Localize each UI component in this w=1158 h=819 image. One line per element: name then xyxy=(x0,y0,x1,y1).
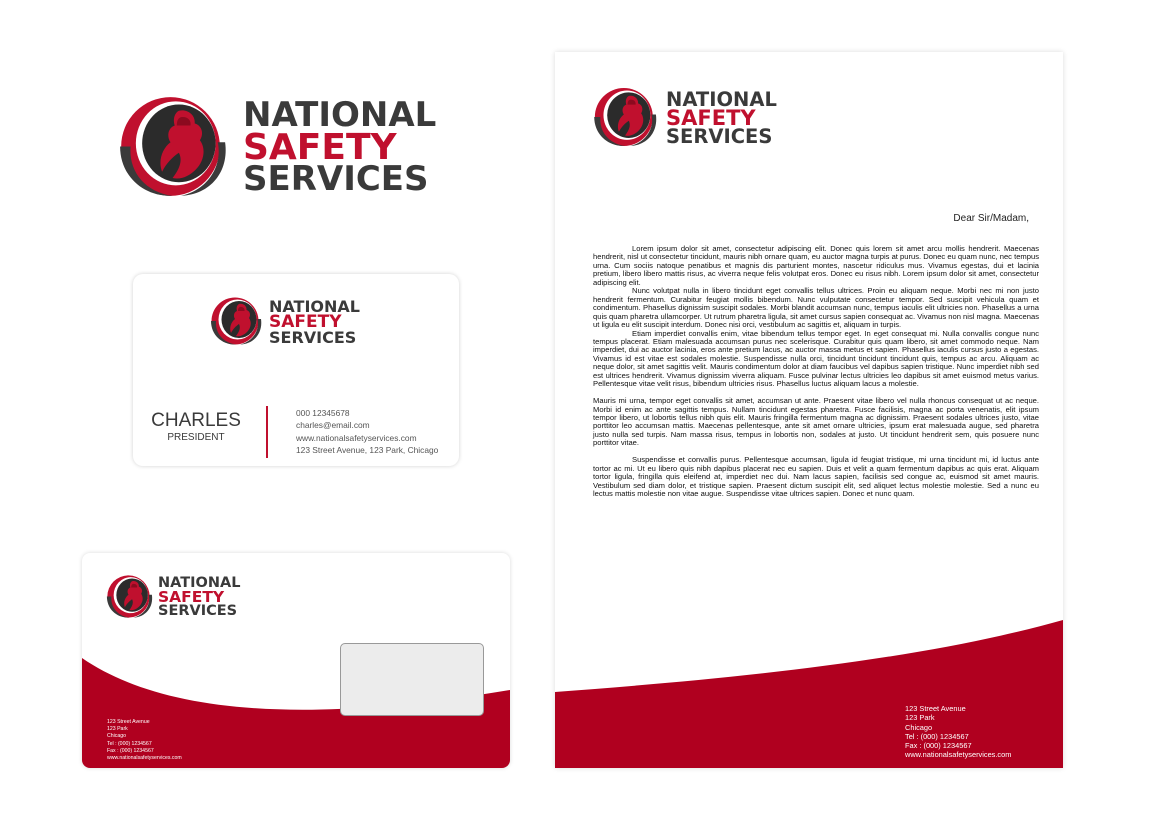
envelope-address-city: Chicago xyxy=(107,733,127,740)
card-name: CHARLES xyxy=(151,410,241,431)
card-title: PRESIDENT xyxy=(167,432,225,443)
firefighter-emblem-icon xyxy=(210,296,270,346)
envelope-address-window xyxy=(340,643,484,716)
envelope-logo xyxy=(106,574,266,624)
card-website[interactable]: www.nationalsafetyservices.com xyxy=(296,432,417,443)
letter-paragraph: Etiam imperdiet convallis enim, vitae bibendum tellus tempor eget. In eget consequat mi. Nulla convallis congue nunc tempus placerat. Etiam malesuada accumsan purus nec scelerisque. Curabitur quis quam libero, sit amet commodo neque. Nam imperdiet, dui ac auctor lacinia, eros ante pretium lacus, ac auctor massa metus et sapien. Phasellus iaculis cursus justo a egestas. Vivamus id est vitae est sodales molestie. Suspendisse nulla orci, tincidunt tincidunt tincidunt quis, tempus ac arcu. Aliquam ac neque dolor, sit amet sagittis velit. Mauris condimentum dolor at diam faucibus vel dapibus sapien tristique. Nunc imperdiet nibh sed est ultrices hendrerit. Vivamus dignissim viverra aliquam. Fusce pulvinar lectus ultricies leo dapibus sit amet euismod metus varius. Pellentesque vitae velit risus, bibendum ultricies risus. Phasellus luctus aliquam lacus a molestie. xyxy=(593,328,1039,389)
firefighter-emblem-icon xyxy=(118,94,244,199)
logo-line-services: SERVICES xyxy=(666,125,773,148)
card-logo xyxy=(210,296,390,352)
card-divider xyxy=(266,406,268,458)
letterhead xyxy=(555,52,1063,768)
letter-footer-street: 123 Street Avenue xyxy=(905,704,966,713)
letter-paragraph: Mauris mi urna, tempor eget convallis sit amet, accumsan ut ante. Praesent vitae libero vel nulla rhoncus consequat ut ac neque. Morbi id enim ac ante sagittis tempus. Nullam tincidunt egestas pharetra. Fusce facilisis, magna ac porta venenatis, elit ipsum tempor libero, ut lobortis tellus nibh quis elit. Mauris fringilla fermentum magna ac dignissim. Praesent sodales ultrices justo, vitae porttitor leo accumsan mattis. Maecenas pellentesque, ante sit amet ornare ultricies, ipsum erat malesuada augue, sed pharetra justo nulla sed turpis. Nam massa risus, tempus in lobortis non, sodales at justo. Ut tincidunt hendrerit sem, quis posuere nunc porttitor vitae. xyxy=(593,396,1039,448)
letter-footer-address xyxy=(905,704,1011,760)
letter-greeting: Dear Sir/Madam, xyxy=(953,213,1029,224)
envelope-website[interactable]: www.nationalsafetyservices.com xyxy=(107,755,182,762)
logo-line-national: NATIONAL xyxy=(158,575,241,591)
letter-footer-website[interactable]: www.nationalsafetyservices.com xyxy=(905,750,1012,760)
logo-line-national: NATIONAL xyxy=(243,95,437,135)
letter-paragraph: Suspendisse et convallis purus. Pellentesque accumsan, ligula id feugiat tristique, mi urna tincidunt mi, id luctus ante tortor ac mi. Ut eu libero quis nibh dapibus placerat nec eu sapien. Duis et velit a quam fermentum dapibus ac quis erat. Aliquam tortor ligula, fringilla quis eleifend at, imperdiet nec dui. Nam lacus sapien, facilisis sed congue ac, euismod sit amet mauris. Vestibulum sed diam dolor, et tristique sapien. Praesent dictum suscipit elit, sed aliquet lectus molestie molestie. Sed a nunc eu lectus mattis molestie non vitae augue. Suspendisse vitae ultrices sapien. Donec et nunc quam. xyxy=(593,455,1039,499)
card-contact xyxy=(296,407,438,456)
logo-line-national: NATIONAL xyxy=(666,88,777,111)
firefighter-emblem-icon xyxy=(106,574,160,619)
letter-footer-tel: Tel : (000) 1234567 xyxy=(905,731,969,741)
logo-line-services: SERVICES xyxy=(269,328,357,347)
card-address: 123 Street Avenue, 123 Park, Chicago xyxy=(296,444,439,455)
logo-line-safety: SAFETY xyxy=(158,588,225,606)
business-card xyxy=(133,274,459,466)
letter-footer-city: Chicago xyxy=(905,722,933,732)
letterhead-logo xyxy=(593,86,813,154)
envelope-fax: Fax : (000) 1234567 xyxy=(107,747,154,754)
logo-line-services: SERVICES xyxy=(243,159,429,199)
firefighter-emblem-icon xyxy=(593,86,667,148)
letter-paragraph: Nunc volutpat nulla in libero tincidunt eget convallis tellus ultrices. Proin eu aliquam neque. Morbi nec mi non justo hendrerit fermentum. Curabitur feugiat mollis bibendum. Nunc vulputate consectetur tempor. Sed suscipit vehicula quam et condimentum. Phasellus dignissim suscipit sodales. Morbi blandit accumsan nunc, tempus iaculis elit ultricies non. Phasellus a urna quis quam pharetra ullamcorper. Ut rutrum pharetra ligula, sit amet cursus sapien consequat ac. Vivamus non nisl magna. Maecenas ut ligula eu elit suscipit interdum. Donec nisi orci, vestibulum ac sagittis et, aliquam in turpis. xyxy=(593,286,1040,330)
letter-body xyxy=(593,245,1039,498)
envelope-address-park: 123 Park xyxy=(107,726,128,733)
logo-line-national: NATIONAL xyxy=(269,297,360,316)
logo-line-services: SERVICES xyxy=(158,603,238,619)
letter-footer-fax: Fax : (000) 1234567 xyxy=(905,741,972,751)
card-email[interactable]: charles@email.com xyxy=(296,420,370,431)
envelope xyxy=(82,553,510,768)
letter-footer-park: 123 Park xyxy=(905,713,935,723)
main-logo xyxy=(118,94,478,204)
envelope-tel: Tel : (000) 1234567 xyxy=(107,740,152,747)
envelope-address xyxy=(107,719,182,762)
logo-line-safety: SAFETY xyxy=(243,127,397,168)
letter-paragraph: Lorem ipsum dolor sit amet, consectetur adipiscing elit. Donec quis lorem sit amet arcu mollis hendrerit. Maecenas hendrerit, nisl ut consectetur tincidunt, mauris nibh ornare quam, eu auctor magna turpis at purus. Donec eu quam nunc, nec tempus urna. Cum sociis natoque penatibus et magnis dis parturient montes, nascetur ridiculus mus. Vivamus egestas, dui et lacinia pretium, libero libero mattis risus, ac viverra neque felis volutpat eros. Donec eu risus nibh. Lorem ipsum dolor sit amet, consectetur adipiscing elit. xyxy=(593,244,1039,287)
logo-line-safety: SAFETY xyxy=(666,106,756,130)
envelope-address-street: 123 Street Avenue xyxy=(107,719,150,725)
card-phone: 000 12345678 xyxy=(296,408,350,418)
logo-line-safety: SAFETY xyxy=(269,312,342,332)
